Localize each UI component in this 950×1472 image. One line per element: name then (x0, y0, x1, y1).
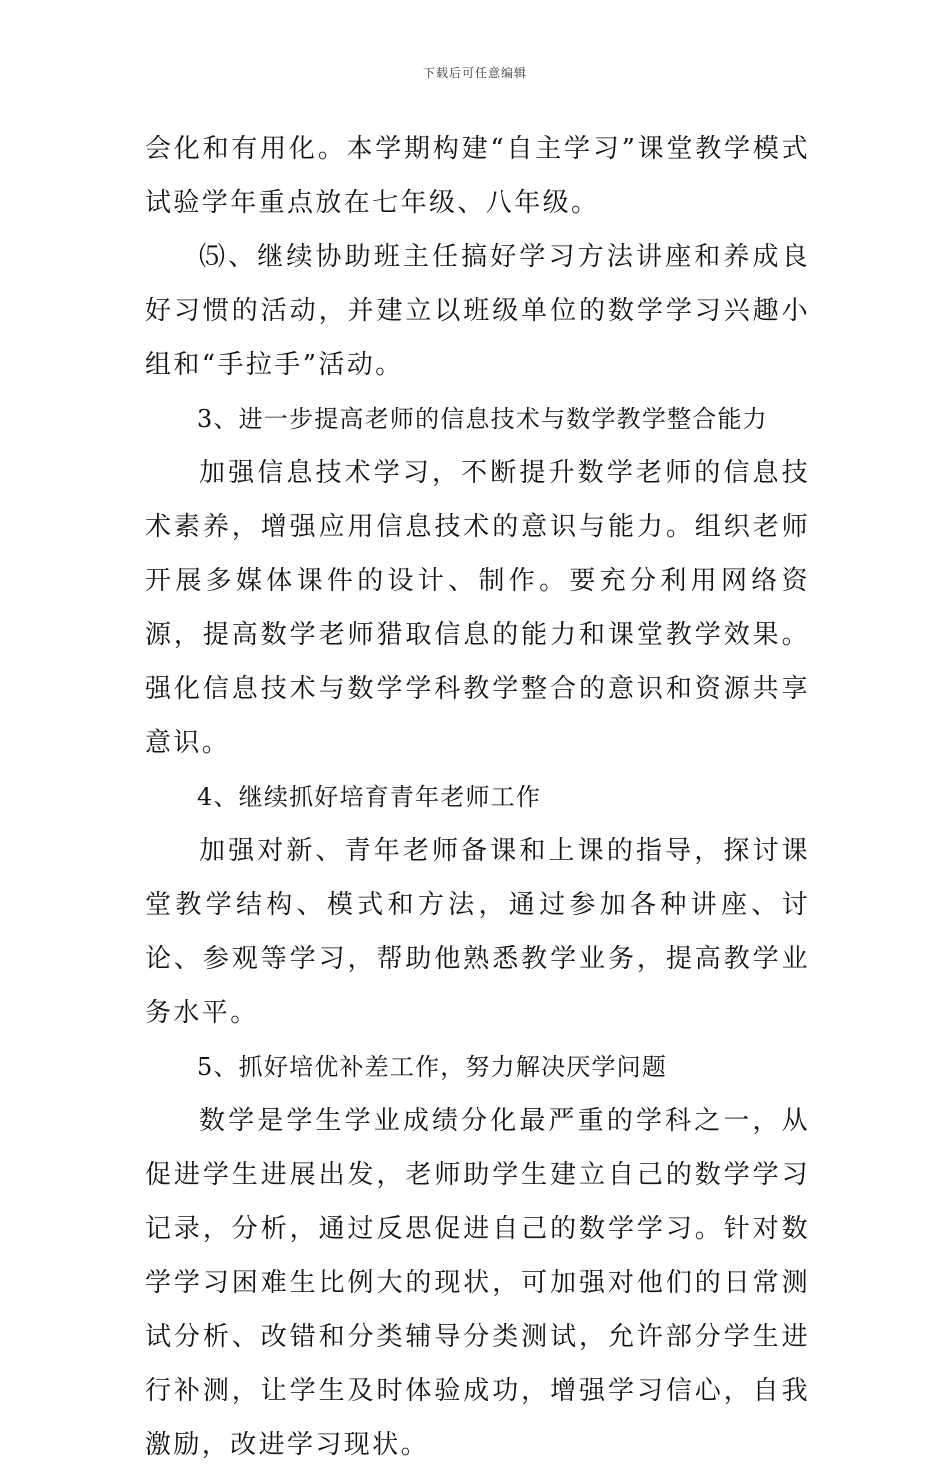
section-heading-4: 4、继续抓好培育青年老师工作 (197, 783, 542, 811)
paragraph-continuation: 会化和有用化。本学期构建“自主学习”课堂教学模式试验学年重点放在七年级、八年级。 (145, 134, 810, 218)
section-heading-3: 3、进一步提高老师的信息技术与数学教学整合能力 (197, 405, 768, 433)
page-header-note: 下载后可任意编辑 (422, 66, 527, 80)
paragraph-young-teachers: 加强对新、青年老师备课和上课的指导，探讨课堂教学结构、模式和方法，通过参加各种讲座、讨论、参观等学习，帮助他熟悉教学业务，提高教学业务水平。 (145, 836, 810, 1028)
paragraph-it-integration: 加强信息技术学习，不断提升数学老师的信息技术素养，增强应用信息技术的意识与能力。组织老师开展多媒体课件的设计、制作。要充分利用网络资源，提高数学老师猎取信息的能力和课堂教学效果。强化信息技术与数学学科教学整合的意识和资源共享意识。 (145, 458, 810, 758)
paragraph-homeroom-cooperation: ⑸、继续协助班主任搞好学习方法讲座和养成良好习惯的活动，并建立以班级单位的数学学习兴趣小组和“手拉手”活动。 (145, 242, 810, 380)
paragraph-tutoring: 数学是学生学业成绩分化最严重的学科之一，从促进学生进展出发，老师助学生建立自己的数学学习记录，分析，通过反思促进自己的数学学习。针对数学学习困难生比例大的现状，可加强对他们的日常测试分析、改错和分类辅导分类测试，允许部分学生进行补测，让学生及时体验成功，增强学习信心，自我激励，改进学习现状。 (145, 1106, 810, 1460)
document-body (145, 122, 810, 1472)
section-heading-5: 5、抓好培优补差工作，努力解决厌学问题 (197, 1053, 668, 1081)
